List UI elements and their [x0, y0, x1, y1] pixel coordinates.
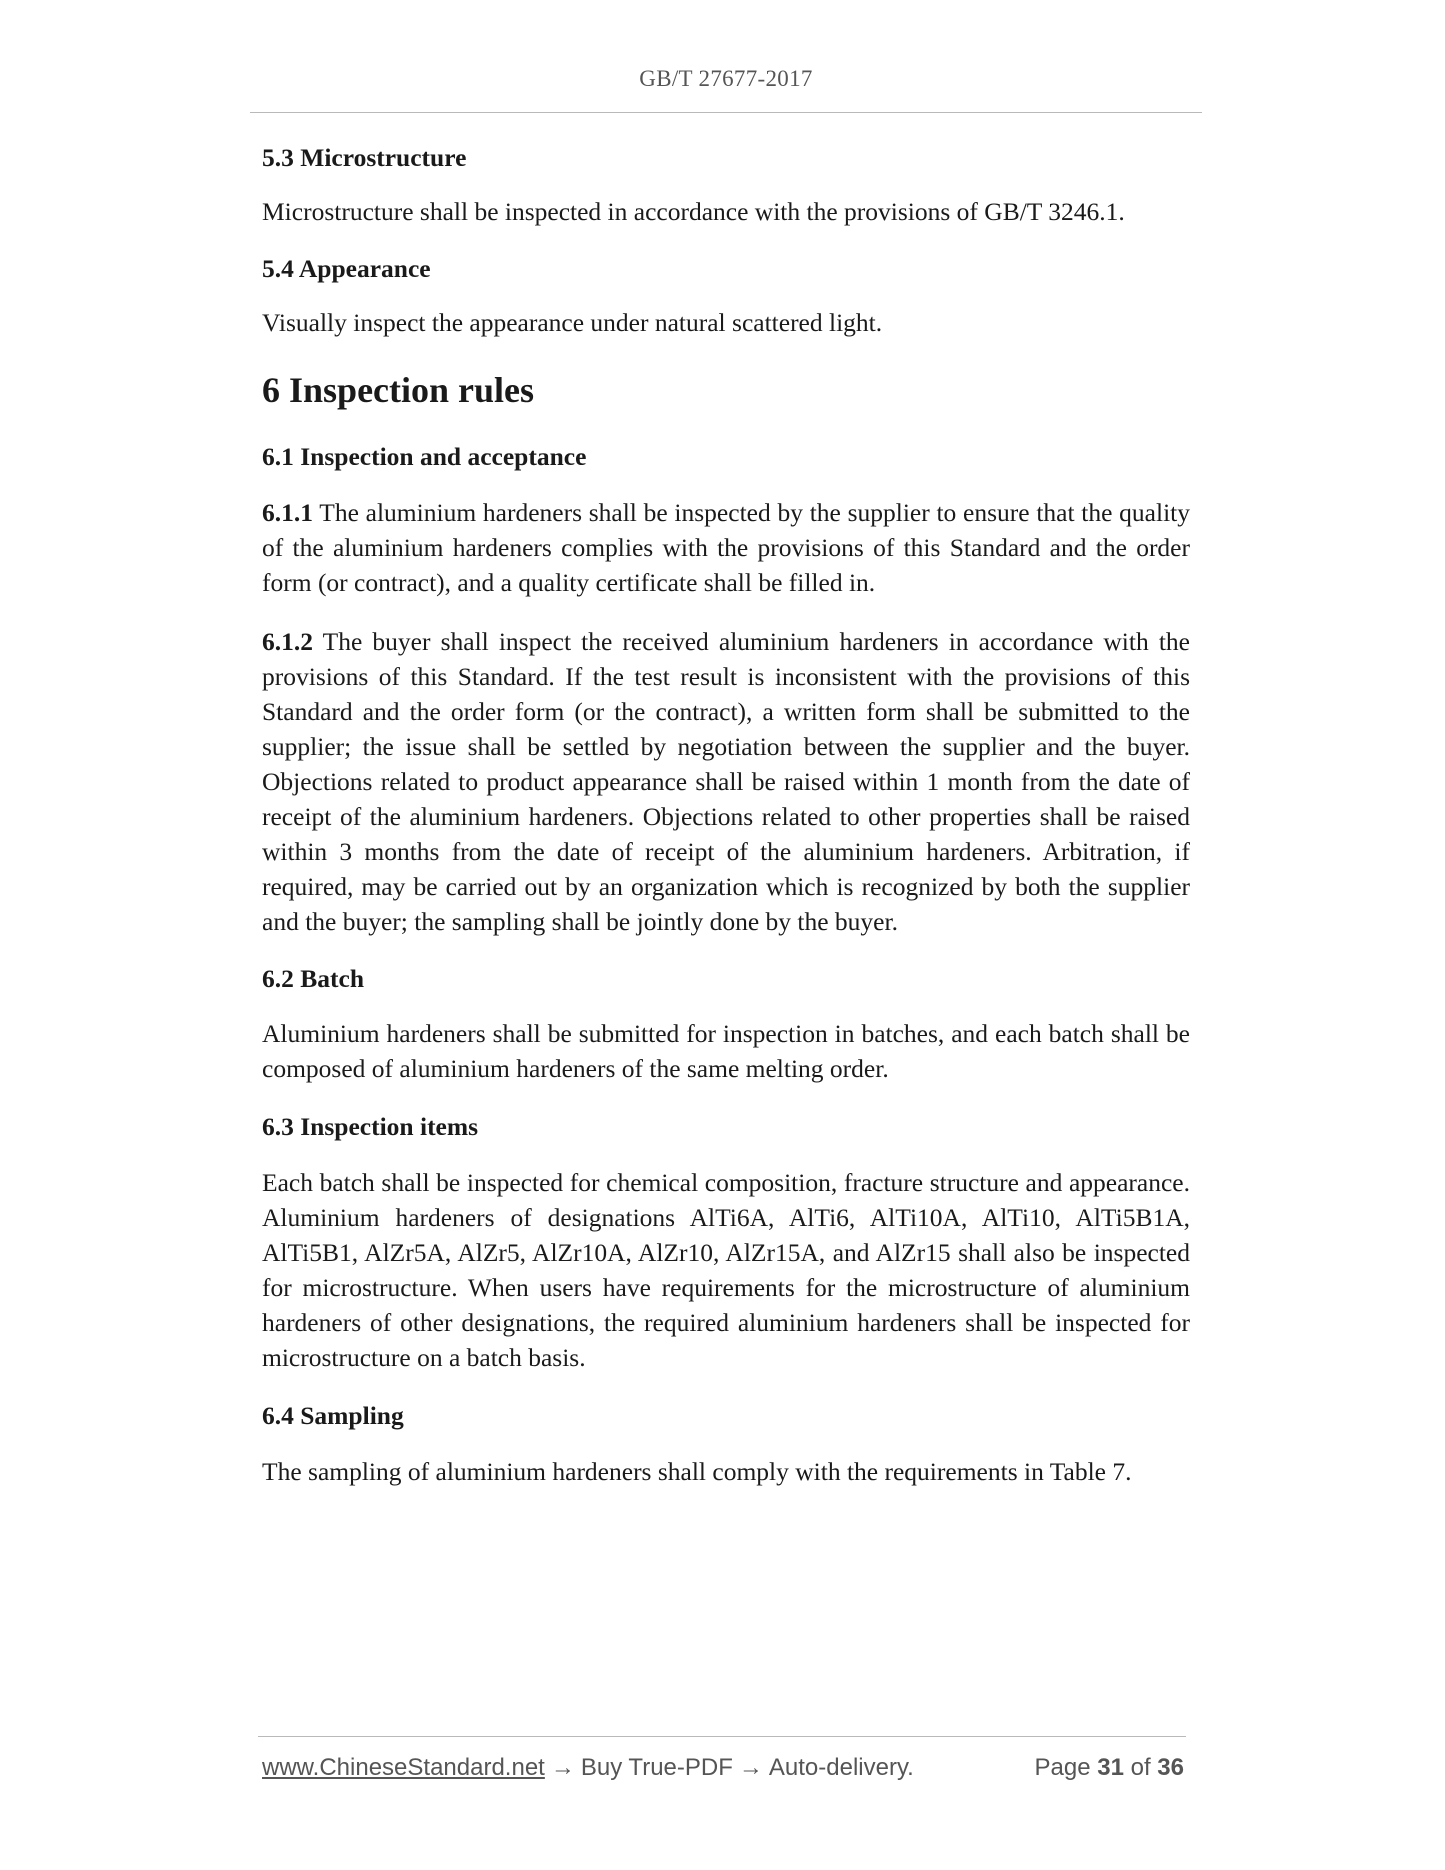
page-number	[1035, 1754, 1185, 1782]
document-header-code: GB/T 27677-2017	[639, 66, 813, 91]
paragraph-6-3: Each batch shall be inspected for chemical composition, fracture structure and appearance. Aluminium hardeners of designations AlTi6A, AlTi6, AlTi10A, AlTi10, AlTi5B1A, AlTi5B1, AlZr5A, AlZr5, AlZr10A, AlZr10, AlZr15A, and AlZr15 shall also be inspected for microstructure. When users have requirements for the microstructure of aluminium hardeners of other designations, the required aluminium hardeners shall be inspected for microstructure on a batch basis.	[262, 1168, 1190, 1372]
heading-6-2: 6.2 Batch	[262, 964, 364, 993]
footer-promo	[262, 1754, 914, 1782]
paragraph-6-2: Aluminium hardeners shall be submitted for inspection in batches, and each batch shall be composed of aluminium hardeners of the same melting order.	[262, 1019, 1190, 1083]
paragraph-6-1-2	[262, 624, 1190, 939]
page-total: 36	[1157, 1754, 1184, 1781]
heading-6-3: 6.3 Inspection items	[262, 1112, 479, 1141]
page-current: 31	[1097, 1754, 1124, 1781]
paragraph-6-1-1	[262, 495, 1190, 600]
heading-6-4: 6.4 Sampling	[262, 1401, 404, 1430]
paragraph-5-3: Microstructure shall be inspected in accordance with the provisions of GB/T 3246.1.	[262, 197, 1125, 226]
site-link[interactable]: www.ChineseStandard.net	[262, 1754, 545, 1781]
heading-6-1: 6.1 Inspection and acceptance	[262, 442, 587, 471]
paragraph-5-4: Visually inspect the appearance under natural scattered light.	[262, 308, 883, 337]
header-divider	[250, 112, 1202, 113]
page-footer	[262, 1754, 1184, 1786]
arrow-right-icon: →	[550, 1754, 575, 1781]
clause-text-6-1-1: The aluminium hardeners shall be inspected by the supplier to ensure that the quality of the aluminium hardeners complies with the provisions of this Standard and the order form (or contract), and a quality certificate shall be filled in.	[262, 498, 1190, 597]
footer-divider	[258, 1736, 1186, 1737]
heading-5-3: 5.3 Microstructure	[262, 143, 467, 172]
heading-6: 6 Inspection rules	[262, 370, 535, 410]
paragraph-6-4: The sampling of aluminium hardeners shall comply with the requirements in Table 7.	[262, 1457, 1132, 1486]
of-label: of	[1130, 1754, 1151, 1781]
arrow-right-icon: →	[738, 1754, 763, 1781]
document-body	[262, 140, 1190, 1489]
page-label: Page	[1034, 1754, 1091, 1781]
clause-text-6-1-2: The buyer shall inspect the received aluminium hardeners in accordance with the provisions of this Standard. If the test result is inconsistent with the provisions of this Standard and the order form (or the contract), a written form shall be submitted to the supplier; the issue shall be settled by negotiation between the supplier and the buyer. Objections related to product appearance shall be raised within 1 month from the date of receipt of the aluminium hardeners. Objections related to other properties shall be raised within 3 months from the date of receipt of the aluminium hardeners. Arbitration, if required, may be carried out by an organization which is recognized by both the supplier and the buyer; the sampling shall be jointly done by the buyer.	[262, 627, 1190, 936]
footer-delivery-text: Auto-delivery.	[768, 1754, 914, 1781]
clause-number-6-1-2: 6.1.2	[262, 627, 313, 656]
heading-5-4: 5.4 Appearance	[262, 254, 431, 283]
footer-buy-text: Buy True-PDF	[580, 1754, 733, 1781]
clause-number-6-1-1: 6.1.1	[262, 498, 313, 527]
